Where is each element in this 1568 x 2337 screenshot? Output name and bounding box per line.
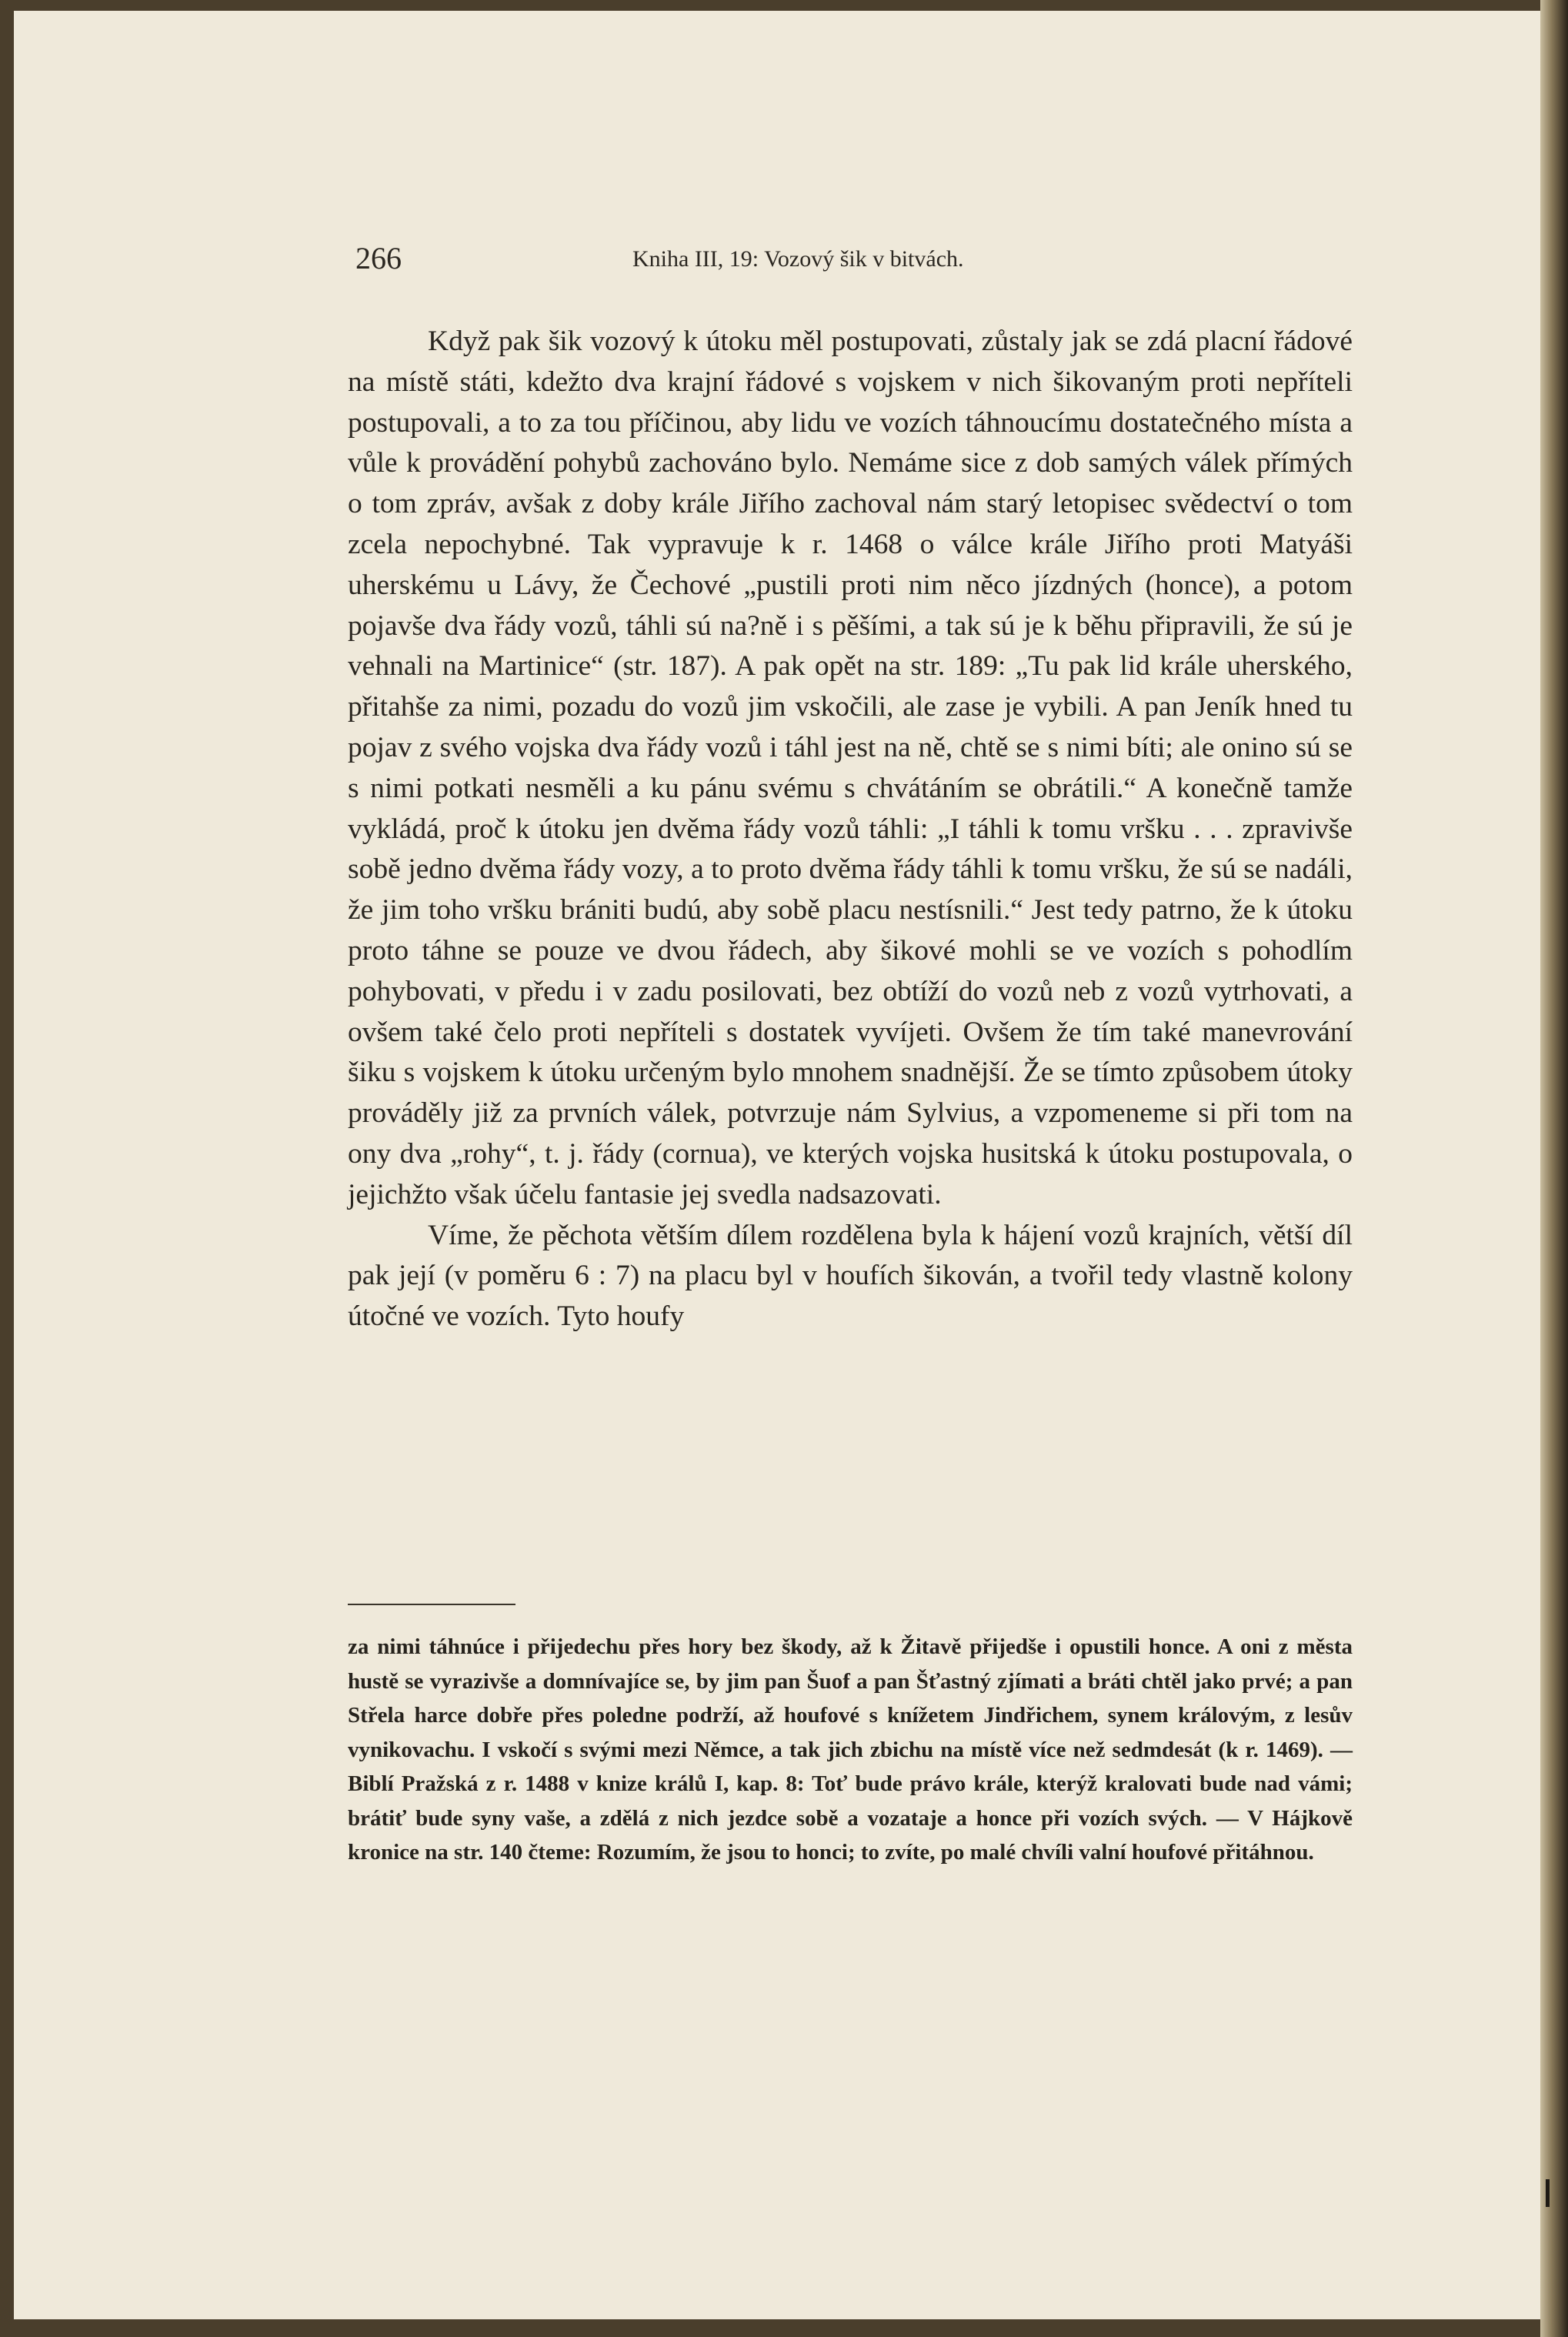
book-spine xyxy=(1540,0,1568,2337)
running-head: Kniha III, 19: Vozový šik v bitvách. xyxy=(632,246,964,272)
footnote: za nimi táhnúce i přijedechu přes hory bez škody, až k Žitavě přijedše i opustili honce. A oni z města hustě se vyrazivše a domnívajíce se, by jim pan Šuof a pan Šťastný zjímati a bráti chtěl jako prvé; a pan Střela harce dobře přes poledne podrží, až houfové s knížetem Jindřichem, synem královým, z lesův vynikovachu. I vskočí s svými mezi Němce, a tak jich zbichu na místě více než sedmdesát (k r. 1469). — Biblí Pražská z r. 1488 v knize králů I, kap. 8: Toť bude právo krále, kterýž kralovati bude nad vámi; brátiť bude syny vaše, a zdělá z nich jezdce sobě a vozataje a honce při vozích svých. — V Hájkově kronice na str. 140 čteme: Rozumím, že jsou to honci; to zvíte, po malé chvíli valní houfové přitáhnou. xyxy=(348,1634,1353,1865)
main-text xyxy=(348,322,1353,1337)
page-header xyxy=(355,240,1140,283)
page-number: 266 xyxy=(355,241,402,275)
footnote-rule xyxy=(348,1604,515,1605)
paragraph: Když pak šik vozový k útoku měl postupovati, zůstaly jak se zdá placní řádové na místě státi, kdežto dva krajní řádové s vojskem v nich šikovaným proti nepříteli postupovali, a to za tou příčinou, aby lidu ve vozích táhnoucímu dostatečného místa a vůle k provádění pohybů zachováno bylo. Nemáme sice z dob samých válek přímých o tom zpráv, avšak z doby krále Jiřího zachoval nám starý letopisec svědectví o tom zcela nepochybné. Tak vypravuje k r. 1468 o válce krále Jiřího proti Matyáši uherskému u Lávy, že Čechové „pustili proti nim něco jízdných (honce), a potom pojavše dva řády vozů, táhli sú na?ně i s pěšími, a tak sú je k běhu připravili, že sú je vehnali na Martinice“ (str. 187). A pak opět na str. 189: „Tu pak lid krále uherského, přitahše za nimi, pozadu do vozů jim vskočili, ale zase je vybili. A pan Jeník hned tu pojav z svého vojska dva řády vozů i táhl jest na ně, chtě se s nimi bíti; ale onino sú se s nimi potkati nesměli a ku pánu svému s chvátáním se obrátili.“ A konečně tamže vykládá, proč k útoku jen dvěma řády vozů táhli: „I táhli k tomu vršku . . . zpravivše sobě jedno dvěma řády vozy, a to proto dvěma řády táhli k tomu vršku, že sú se nadáli, že jim toho vršku brániti budú, aby sobě placu nestísnili.“ Jest tedy patrno, že k útoku proto táhne se pouze ve dvou řádech, aby šikové mohli se ve vozích s pohodlím pohybovati, v předu i v zadu posilovati, bez obtíží do vozů neb z vozů vytrhovati, a ovšem také čelo proti nepříteli s dostatek vyvíjeti. Ovšem že tím také manevrování šiku s vojskem k útoku určeným bylo mnohem snadnější. Že se tímto způsobem útoky prováděly již za prvních válek, potvrzuje nám Sylvius, a vzpomeneme si při tom na ony dva „rohy“, t. j. řády (cornua), ve kterých vojska husitská k útoku postupovala, o jejichžto však účelu fantasie jej svedla nadsazovati. xyxy=(348,326,1353,1210)
edge-mark xyxy=(1546,2179,1550,2207)
paragraph: Víme, že pěchota větším dílem rozdělena byla k hájení vozů krajních, větší díl pak její (v poměru 6 : 7) na placu byl v houfích šikován, a tvořil tedy vlastně kolony útočné ve vozích. Tyto houfy xyxy=(348,1219,1353,1333)
